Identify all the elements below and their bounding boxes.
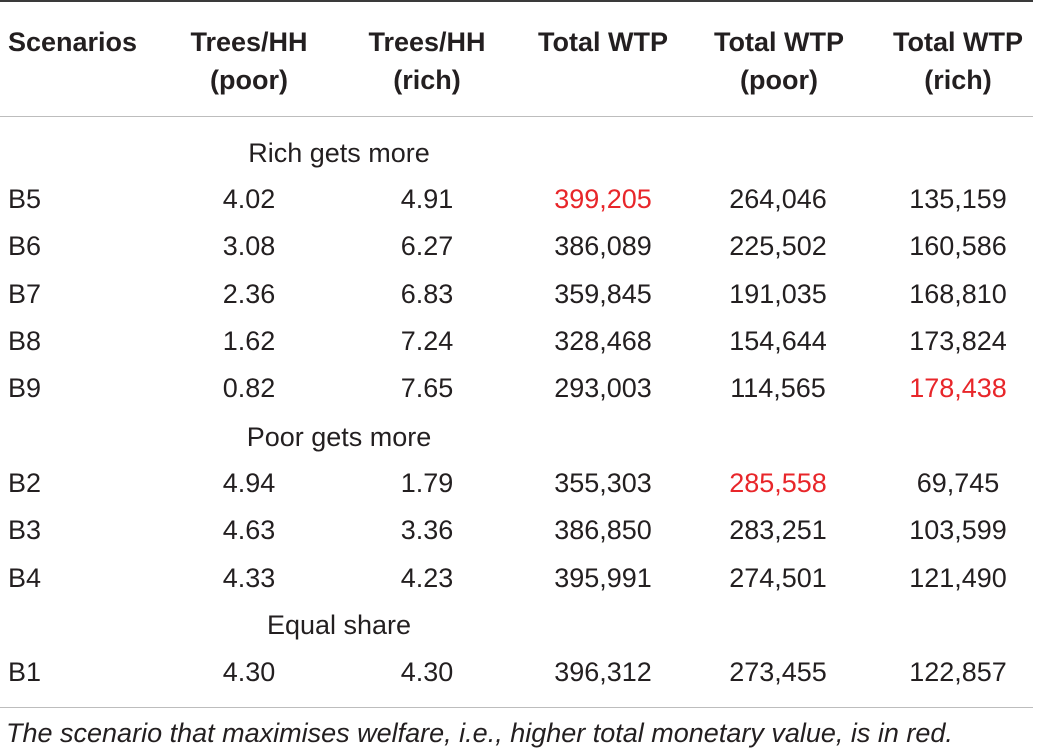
total-wtp-cell: 293,003 bbox=[554, 373, 652, 403]
header-trees-poor: Trees/HH (poor) bbox=[190, 27, 308, 95]
total-wtp-rich-cell: 103,599 bbox=[909, 515, 1007, 545]
trees-rich-cell: 1.79 bbox=[400, 468, 454, 498]
total-wtp-poor-cell: 274,501 bbox=[729, 563, 827, 593]
scenario-cell: B1 bbox=[8, 657, 42, 687]
trees-poor-cell: 4.02 bbox=[222, 184, 276, 214]
table-footnote: The scenario that maximises welfare, i.e., higher total monetary value, is in red. bbox=[6, 718, 953, 748]
total-wtp-rich-cell: 178,438 bbox=[909, 373, 1007, 403]
header-total-wtp-rich: Total WTP (rich) bbox=[893, 27, 1023, 95]
trees-poor-cell: 4.33 bbox=[222, 563, 276, 593]
header-total-wtp: Total WTP bbox=[538, 27, 668, 57]
trees-poor-cell: 4.30 bbox=[222, 657, 276, 687]
header-divider bbox=[0, 116, 1033, 117]
table-row bbox=[0, 325, 1039, 365]
total-wtp-rich-cell: 121,490 bbox=[909, 563, 1007, 593]
scenario-cell: B9 bbox=[8, 373, 42, 403]
header-trees-rich: Trees/HH (rich) bbox=[368, 27, 486, 95]
table-row bbox=[0, 514, 1039, 554]
scenario-cell: B5 bbox=[8, 184, 42, 214]
scenario-cell: B3 bbox=[8, 515, 42, 545]
scenario-cell: B4 bbox=[8, 563, 42, 593]
scenario-cell: B7 bbox=[8, 279, 42, 309]
trees-poor-cell: 2.36 bbox=[222, 279, 276, 309]
total-wtp-poor-cell: 285,558 bbox=[729, 468, 827, 498]
total-wtp-cell: 399,205 bbox=[554, 184, 652, 214]
trees-rich-cell: 4.23 bbox=[400, 563, 454, 593]
trees-rich-cell: 6.27 bbox=[400, 231, 454, 261]
total-wtp-poor-cell: 264,046 bbox=[729, 184, 827, 214]
table-top-rule bbox=[0, 0, 1033, 2]
total-wtp-rich-cell: 173,824 bbox=[909, 326, 1007, 356]
total-wtp-poor-cell: 273,455 bbox=[729, 657, 827, 687]
trees-poor-cell: 4.94 bbox=[222, 468, 276, 498]
total-wtp-rich-cell: 69,745 bbox=[916, 468, 1000, 498]
total-wtp-cell: 359,845 bbox=[554, 279, 652, 309]
trees-rich-cell: 7.24 bbox=[400, 326, 454, 356]
table-row bbox=[0, 230, 1039, 270]
trees-poor-cell: 0.82 bbox=[222, 373, 276, 403]
trees-rich-cell: 7.65 bbox=[400, 373, 454, 403]
table-row bbox=[0, 467, 1039, 507]
table-row bbox=[0, 562, 1039, 602]
total-wtp-poor-cell: 225,502 bbox=[729, 231, 827, 261]
total-wtp-cell: 395,991 bbox=[554, 563, 652, 593]
header-scenarios: Scenarios bbox=[8, 27, 138, 57]
trees-poor-cell: 4.63 bbox=[222, 515, 276, 545]
total-wtp-cell: 386,089 bbox=[554, 231, 652, 261]
total-wtp-rich-cell: 160,586 bbox=[909, 231, 1007, 261]
total-wtp-cell: 386,850 bbox=[554, 515, 652, 545]
total-wtp-poor-cell: 154,644 bbox=[729, 326, 827, 356]
total-wtp-rich-cell: 135,159 bbox=[909, 184, 1007, 214]
total-wtp-rich-cell: 122,857 bbox=[909, 657, 1007, 687]
total-wtp-cell: 328,468 bbox=[554, 326, 652, 356]
table-bottom-rule bbox=[0, 707, 1033, 708]
total-wtp-poor-cell: 114,565 bbox=[730, 373, 826, 403]
table-row bbox=[0, 183, 1039, 223]
group-label-poor: Poor gets more bbox=[246, 422, 432, 452]
scenario-cell: B2 bbox=[8, 468, 42, 498]
group-label-equal: Equal share bbox=[266, 610, 412, 640]
total-wtp-poor-cell: 191,035 bbox=[729, 279, 827, 309]
scenario-cell: B8 bbox=[8, 326, 42, 356]
trees-rich-cell: 4.91 bbox=[400, 184, 454, 214]
trees-rich-cell: 6.83 bbox=[400, 279, 454, 309]
trees-poor-cell: 1.62 bbox=[222, 326, 276, 356]
total-wtp-cell: 355,303 bbox=[554, 468, 652, 498]
header-total-wtp-poor: Total WTP (poor) bbox=[714, 27, 844, 95]
trees-rich-cell: 4.30 bbox=[400, 657, 454, 687]
trees-rich-cell: 3.36 bbox=[400, 515, 454, 545]
total-wtp-poor-cell: 283,251 bbox=[729, 515, 827, 545]
group-label-rich: Rich gets more bbox=[248, 138, 430, 168]
total-wtp-rich-cell: 168,810 bbox=[909, 279, 1007, 309]
table-row bbox=[0, 278, 1039, 318]
table-row bbox=[0, 372, 1039, 412]
trees-poor-cell: 3.08 bbox=[222, 231, 276, 261]
scenario-cell: B6 bbox=[8, 231, 42, 261]
total-wtp-cell: 396,312 bbox=[554, 657, 652, 687]
table-row bbox=[0, 656, 1039, 696]
